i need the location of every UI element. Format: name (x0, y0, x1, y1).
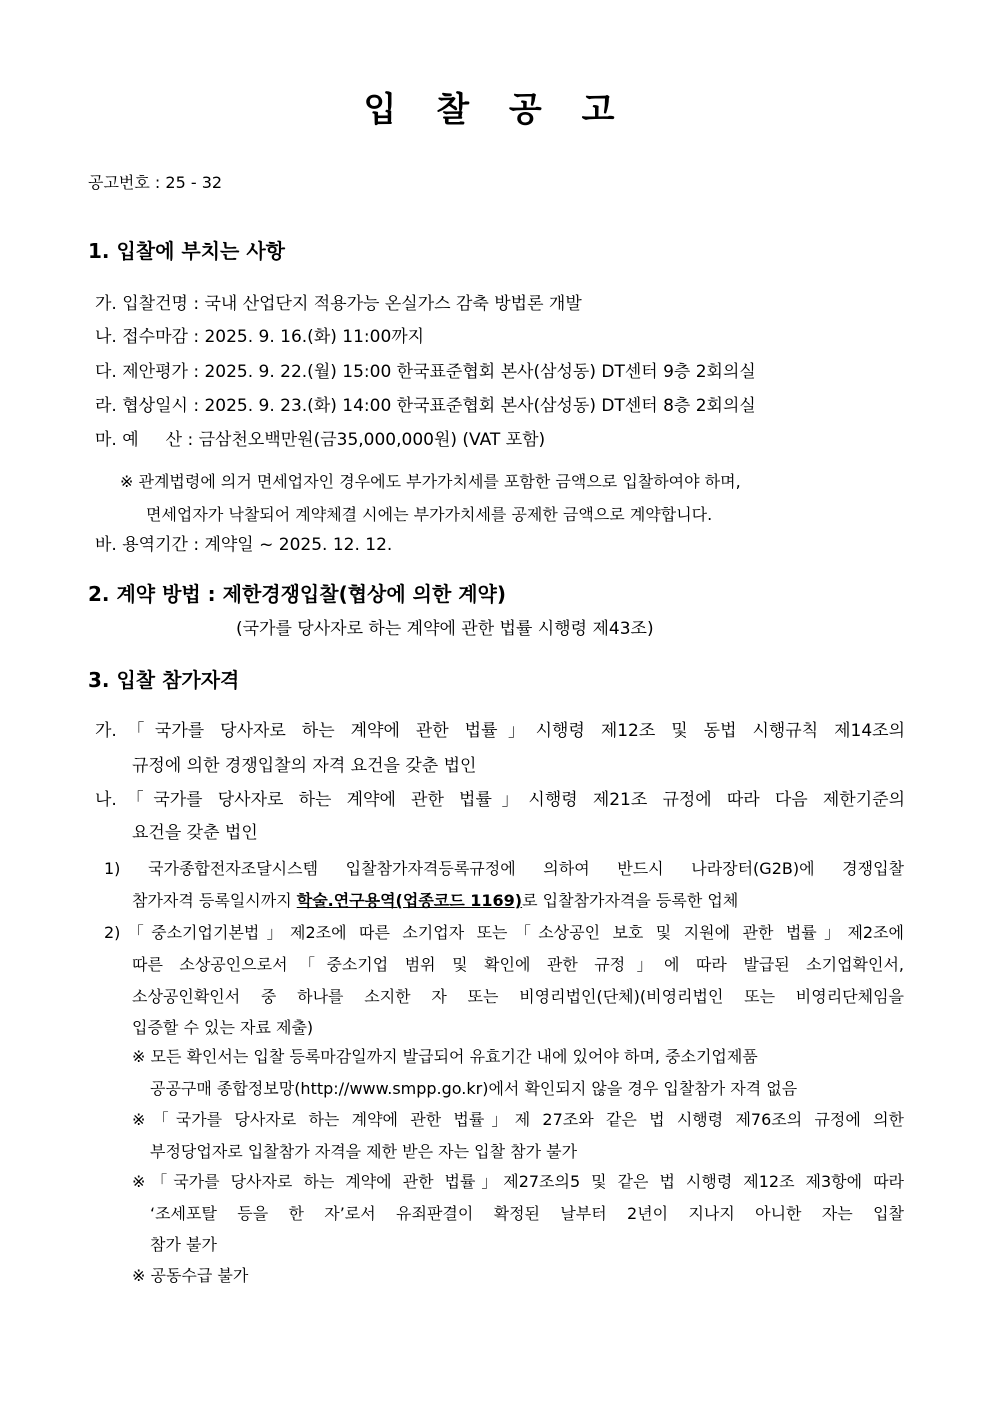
tax-note-line-2: 면세업자가 낙찰되어 계약체결 시에는 부가가치세를 공제한 금액으로 계약합니다. (146, 505, 713, 524)
note-unfair-line-2: 부정당업자로 입찰참가 자격을 제한 받은 자는 입찰 참가 불가 (150, 1142, 578, 1161)
item-service-period: 바. 용역기간 : 계약일 ~ 2025. 12. 12. (95, 535, 393, 555)
qual-item-1-line-1: 1) 국가종합전자조달시스템 입찰참가자격등록규정에 의하여 반드시 나라장터(G2B)에 경쟁입찰 (104, 859, 904, 878)
notice-number: 공고번호 : 25 - 32 (88, 173, 223, 192)
qual-ga-line-1: 가.「국가를 당사자로 하는 계약에 관한 법률」시행령 제12조 및 동법 시행규칙 제14조의 (95, 721, 905, 741)
industry-code-highlight: 학술.연구용역(업종코드 1169) (296, 891, 523, 910)
qual-item-1-line-2 (132, 889, 738, 913)
qual-item-2-line-3: 소상공인확인서 중 하나를 소지한 자 또는 비영리법인(단체)(비영리법인 또는 비영리단체임을 (132, 987, 904, 1006)
section-3-heading: 3. 입찰 참가자격 (88, 668, 240, 692)
section-1-heading: 1. 입찰에 부치는 사항 (88, 239, 285, 263)
qual-item-1-text-c: 로 입찰참가자격을 등록한 업체 (522, 891, 739, 910)
qual-item-1-text-a: 참가자격 등록일시까지 (132, 891, 297, 910)
tax-note-line-1: ※ 관계법령에 의거 면세업자인 경우에도 부가가치세를 포함한 금액으로 입찰하여야 하며, (120, 472, 741, 491)
item-budget: 마. 예 산 : 금삼천오백만원(금35,000,000원) (VAT 포함) (95, 430, 546, 450)
note-unfair-line-1: ※「국가를 당사자로 하는 계약에 관한 법률」제 27조와 같은 법 시행령 제76조의 규정에 의한 (132, 1110, 904, 1129)
qual-na-line-1: 나.「국가를 당사자로 하는 계약에 관한 법률」시행령 제21조 규정에 따라 다음 제한기준의 (95, 790, 905, 810)
note-certificate-line-1: ※ 모든 확인서는 입찰 등록마감일까지 발급되어 유효기간 내에 있어야 하며, 중소기업제품 (132, 1047, 758, 1066)
section-2-subtext: (국가를 당사자로 하는 계약에 관한 법률 시행령 제43조) (236, 619, 654, 639)
qual-item-2-line-4: 입증할 수 있는 자료 제출) (132, 1018, 314, 1037)
note-joint-contract: ※ 공동수급 불가 (132, 1266, 249, 1285)
item-evaluation: 다. 제안평가 : 2025. 9. 22.(월) 15:00 한국표준협회 본사(삼성동) DT센터 9층 2회의실 (95, 362, 756, 382)
note-tax-evasion-line-3: 참가 불가 (150, 1235, 217, 1254)
qual-item-2-line-2: 따른 소상공인으로서「중소기업 범위 및 확인에 관한 규정」에 따라 발급된 소기업확인서, (132, 955, 904, 974)
page-title: 입 찰 공 고 (363, 90, 629, 130)
note-tax-evasion-line-1: ※「국가를 당사자로 하는 계약에 관한 법률」제27조의5 및 같은 법 시행령 제12조 제3항에 따라 (132, 1172, 904, 1191)
item-bid-name: 가. 입찰건명 : 국내 산업단지 적용가능 온실가스 감축 방법론 개발 (95, 294, 582, 314)
section-2-heading: 2. 계약 방법 : 제한경쟁입찰(협상에 의한 계약) (88, 582, 507, 606)
note-tax-evasion-line-2: ‘조세포탈 등을 한 자’로서 유죄판결이 확정된 날부터 2년이 지나지 아니한 자는 입찰 (150, 1204, 904, 1223)
qual-item-2-line-1: 2)「중소기업기본법」제2조에 따른 소기업자 또는「소상공인 보호 및 지원에 관한 법률」제2조에 (104, 923, 904, 942)
note-certificate-line-2: 공공구매 종합정보망(http://www.smpp.go.kr)에서 확인되지 않을 경우 입찰참가 자격 없음 (150, 1079, 798, 1098)
qual-ga-line-2: 규정에 의한 경쟁입찰의 자격 요건을 갖춘 법인 (132, 756, 477, 776)
qual-na-line-2: 요건을 갖춘 법인 (132, 823, 258, 843)
item-negotiation: 라. 협상일시 : 2025. 9. 23.(화) 14:00 한국표준협회 본사(삼성동) DT센터 8층 2회의실 (95, 396, 756, 416)
item-deadline: 나. 접수마감 : 2025. 9. 16.(화) 11:00까지 (95, 327, 425, 347)
